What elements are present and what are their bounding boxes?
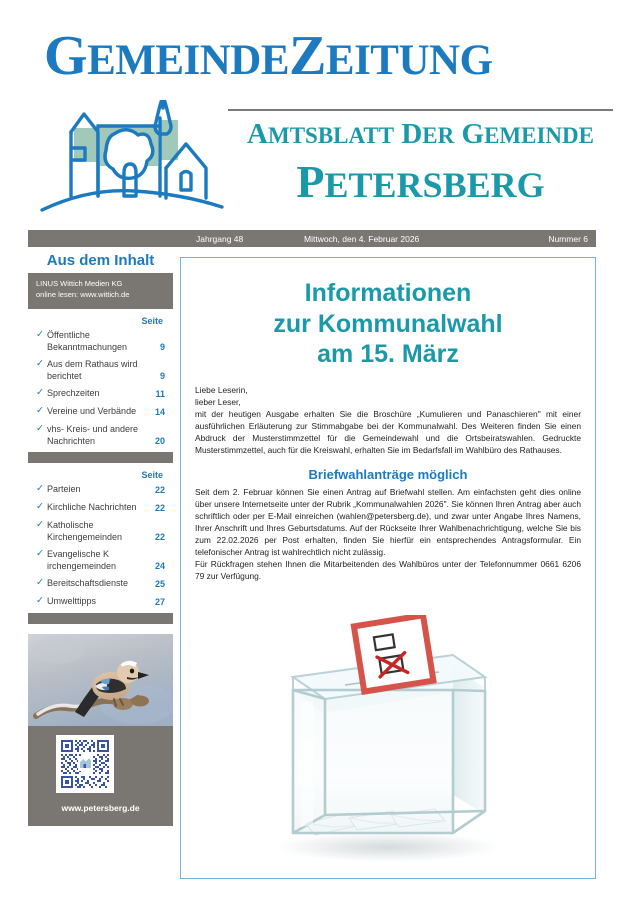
publisher-name: LINUS Wittich Medien KG	[36, 279, 123, 288]
toc-item[interactable]	[36, 577, 165, 590]
check-icon: ✓	[36, 422, 44, 434]
toc-item[interactable]	[36, 595, 165, 608]
toc-item-label: Katholische Kirchengemeinden	[47, 519, 123, 542]
castle-logo-icon	[38, 100, 228, 222]
toc-item-page-number: 9	[159, 341, 165, 352]
article-paragraph-3: Für Rückfragen stehen Ihnen die Mitarbeitenden des Wahlbüros unter der Telefonnummer 0661 6206 79 zur Verfügung.	[195, 558, 581, 581]
toc-item-page-number: 24	[154, 561, 165, 572]
toc-item-label: Kirchliche Nachrichten	[47, 502, 137, 513]
salutation-line-2: lieber Leser,	[195, 396, 241, 407]
toc-item-label: Parteien	[47, 484, 81, 495]
toc-item-label: Evangelische K irchengemeinden	[47, 549, 117, 572]
toc-item-page-number: 11	[155, 388, 165, 399]
check-icon: ✓	[36, 358, 44, 370]
paper-title: GEMEINDEZEITUNG	[44, 25, 493, 87]
check-icon: ✓	[36, 577, 44, 589]
toc-page-column-header: Seite	[141, 315, 163, 326]
toc-item[interactable]	[36, 387, 165, 400]
toc-item-label: Aus dem Rathaus wird berichtet	[47, 359, 138, 382]
qr-url-label: www.petersberg.de	[61, 803, 140, 814]
toc-item-label: Vereine und Verbände	[47, 406, 137, 417]
toc-item-page-number: 27	[154, 596, 165, 607]
toc-item-page-number: 25	[154, 579, 165, 590]
masthead-subtitle-petersberg: PETERSBERG	[296, 156, 545, 207]
toc-title: Aus dem Inhalt	[46, 251, 155, 269]
headline-line-3: am 15. März	[317, 340, 459, 368]
toc-item[interactable]	[36, 329, 165, 353]
issue-volume: Jahrgang 48	[196, 234, 244, 244]
toc-page-column-header-2: Seite	[141, 470, 163, 481]
check-icon: ✓	[36, 387, 44, 399]
publisher-info	[28, 273, 173, 309]
check-icon: ✓	[36, 328, 44, 340]
article-paragraph-2: Seit dem 2. Februar können Sie einen Antrag auf Briefwahl stellen. Am einfachsten geht dies online über unsere Internetseite unter der Rubrik „Kommunalwahlen 2026". Sie können Ihren Antrag aber auch schriftlich oder per E-Mail einreichen (wahlen@petersberg.de), und zwar unter Angabe Ihres Namens, Ihrer Anschrift und Ihres Geburtsdatums. Auf der Rückseite Ihrer Wahlbenachrichtigung, welche Sie bis zum 22.02.2026 per Post erhalten, finden Sie hierfür ein entsprechendes Antragsformular. Ein telefonischer Antrag ist wahlrechtlich nicht zulässig.	[195, 486, 581, 557]
toc-item[interactable]	[36, 423, 165, 447]
toc-bottom-divider	[28, 613, 173, 624]
toc-section-divider	[28, 452, 173, 463]
qr-code-petersberg-icon[interactable]	[56, 735, 114, 793]
issue-date: Mittwoch, den 4. Februar 2026	[304, 234, 420, 244]
toc-item-label: Sprechzeiten	[47, 388, 100, 399]
toc-item-label: Bereitschaftsdienste	[47, 578, 129, 589]
article-body	[181, 370, 595, 582]
issue-info-bar	[28, 230, 596, 247]
toc-item-label: Öffentliche Bekanntmachungen	[47, 329, 128, 352]
toc-item[interactable]	[36, 519, 165, 543]
toc-item-page-number: 20	[154, 436, 165, 447]
masthead-subtitle-amtsblatt: AMTSBLATT DER GEMEINDE	[247, 118, 594, 150]
check-icon: ✓	[36, 405, 44, 417]
check-icon: ✓	[36, 518, 44, 530]
toc-item-label: vhs- Kreis- und andere Nachrichten	[47, 423, 139, 447]
toc-title-box	[28, 247, 173, 273]
toc-item-page-number: 9	[159, 371, 165, 382]
article-headline	[181, 258, 595, 370]
toc-section-one	[28, 309, 173, 447]
publisher-online: online lesen: www.wittich.de	[36, 289, 130, 299]
qr-code-section	[28, 726, 173, 826]
masthead	[0, 0, 625, 228]
check-icon: ✓	[36, 548, 44, 560]
main-article	[180, 257, 596, 879]
ballot-box-illustration	[253, 615, 523, 870]
eurasian-jay-photo	[28, 634, 173, 726]
toc-item-label: Umwelttipps	[47, 596, 97, 607]
toc-item[interactable]	[36, 405, 165, 418]
toc-item[interactable]	[36, 483, 165, 496]
check-icon: ✓	[36, 595, 44, 607]
check-icon: ✓	[36, 483, 44, 495]
toc-item-page-number: 14	[154, 406, 165, 417]
headline-line-2: zur Kommunalwahl	[273, 309, 503, 338]
toc-item[interactable]	[36, 548, 165, 572]
toc-item[interactable]	[36, 501, 165, 514]
toc-item-page-number: 22	[154, 531, 165, 542]
check-icon: ✓	[36, 501, 44, 513]
article-paragraph-1: mit der heutigen Ausgabe erhalten Sie die Broschüre „Kumulieren und Panaschieren" mit einer ausführlichen Erläuterung zur Stimmabgabe bei der Kommunalwahl. Des Weiteren finden Sie einen Abdruck der Musterstimmzettel für die Gemeindewahl und die Ortsbeiratswahlen. Gedruckte Musterstimmzettel, auch für die Kreiswahl, erhalten Sie im Bedarfsfall im Wahlbüro des Rathauses.	[195, 408, 581, 455]
masthead-divider-rule	[228, 109, 613, 111]
toc-item-page-number: 22	[154, 502, 165, 513]
salutation-line-1: Liebe Leserin,	[195, 384, 248, 395]
issue-number: Nummer 6	[548, 234, 588, 244]
headline-line-1: Informationen	[304, 279, 472, 307]
toc-item[interactable]	[36, 358, 165, 382]
article-subheading: Briefwahlanträge möglich	[308, 466, 468, 482]
sidebar-table-of-contents	[28, 247, 173, 826]
toc-section-two	[28, 463, 173, 608]
toc-item-page-number: 22	[154, 484, 165, 495]
